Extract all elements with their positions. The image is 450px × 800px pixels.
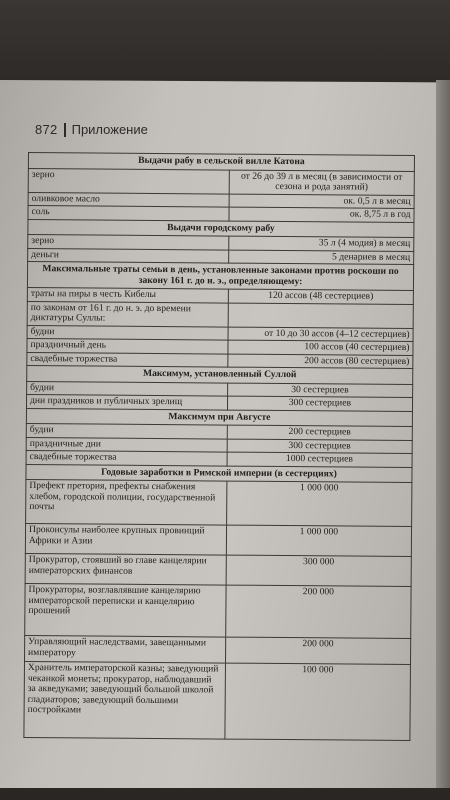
value-cell: 1000 сестерциев bbox=[227, 452, 412, 467]
item-cell: зерно bbox=[28, 168, 229, 194]
section-header-row bbox=[27, 262, 413, 291]
section-title-augustus: Максимум при Августе bbox=[26, 408, 412, 427]
item-cell: Хранитель императорской казны; заведующий чеканкой монеты; прокуратор, наблюдавший за акведуками; заведующий большой школой гладиаторов; заведующий большими постройками bbox=[24, 661, 225, 739]
value-cell: ок. 8,75 л в год bbox=[229, 207, 414, 222]
value-cell: 300 сестерциев bbox=[227, 439, 412, 454]
value-cell: 100 ассов (40 сестерциев) bbox=[228, 340, 413, 355]
value-cell: ок. 0,5 л в месяц bbox=[229, 194, 414, 209]
item-cell: Управляющий наследствами, завещанными императору bbox=[24, 635, 225, 663]
item-cell: соль bbox=[28, 206, 229, 221]
value-cell: 5 денариев в месяц bbox=[228, 250, 413, 265]
table-row bbox=[27, 301, 413, 328]
item-cell: будни bbox=[26, 423, 227, 438]
table-row bbox=[24, 635, 410, 664]
page-number: 872 bbox=[35, 122, 58, 137]
item-cell: Прокураторы, возглавлявшие канцелярию императорской переписки и канцелярию прошений bbox=[25, 583, 226, 637]
table-row bbox=[25, 523, 411, 556]
section-title-max-161: Максимальные траты семьи в день, установленные законами против роскоши по закону 161 г. до н. э., определяющему: bbox=[27, 262, 413, 291]
item-cell: Прокуратор, стоявший во главе канцелярии императорских финансов bbox=[25, 553, 226, 585]
table-row bbox=[28, 168, 414, 195]
value-cell: 200 сестерциев bbox=[227, 425, 412, 440]
value-cell: 120 ассов (48 сестерциев) bbox=[228, 289, 413, 304]
table-row bbox=[25, 553, 411, 586]
section-title-earnings: Годовые заработки в Римской империи (в сестерциях) bbox=[26, 464, 412, 483]
value-cell: от 26 до 39 л в месяц (в зависимости от сезона и рода занятий) bbox=[229, 170, 414, 195]
value-cell: 35 л (4 модия) в месяц bbox=[228, 236, 413, 251]
value-cell: 100 000 bbox=[225, 663, 411, 740]
value-cell: от 10 до 30 ассов (4–12 сестерциев) bbox=[228, 327, 413, 342]
value-cell: 200 000 bbox=[225, 637, 410, 664]
value-cell bbox=[228, 303, 413, 328]
running-head bbox=[35, 122, 148, 137]
appendix-table bbox=[23, 152, 415, 741]
item-cell: будни bbox=[27, 381, 228, 396]
section-title-sulla: Максимум, установленный Суллой bbox=[27, 365, 413, 384]
section-title-cato: Выдачи рабу в сельской вилле Катона bbox=[28, 153, 414, 172]
item-cell: оливковое масло bbox=[28, 192, 229, 207]
value-cell: 300 000 bbox=[226, 555, 412, 586]
item-cell: праздничный день bbox=[27, 338, 228, 353]
item-cell: зерно bbox=[28, 235, 229, 250]
item-cell: дни праздников и публичных зрелищ bbox=[26, 394, 227, 409]
section-title-city: Выдачи городскому рабу bbox=[28, 219, 414, 238]
item-cell: траты на пиры в честь Кибелы bbox=[27, 287, 228, 302]
background-top bbox=[0, 0, 450, 82]
value-cell: 200 ассов (80 сестерциев) bbox=[228, 354, 413, 369]
running-head-divider bbox=[64, 123, 66, 137]
item-cell: по законам от 161 г. до н. э. до времени диктатуры Суллы: bbox=[27, 301, 228, 327]
item-cell: свадебные торжества bbox=[27, 352, 228, 367]
item-cell: Проконсулы наиболее крупных провинций Африки и Азии bbox=[25, 523, 226, 555]
value-cell: 1 000 000 bbox=[226, 525, 412, 556]
background-bottom bbox=[0, 788, 450, 800]
item-cell: будни bbox=[27, 325, 228, 340]
value-cell: 200 000 bbox=[225, 585, 411, 638]
item-cell: праздничные дни bbox=[26, 437, 227, 452]
value-cell: 300 сестерциев bbox=[227, 396, 412, 411]
page-edge bbox=[436, 80, 450, 790]
value-cell: 30 сестерциев bbox=[227, 383, 412, 398]
item-cell: деньги bbox=[28, 248, 229, 263]
table-row bbox=[26, 479, 412, 526]
item-cell: свадебные торжества bbox=[26, 450, 227, 465]
table-row bbox=[25, 583, 411, 638]
value-cell: 1 000 000 bbox=[226, 481, 412, 526]
item-cell: Префект претория, префекты снабжения хлебом, городской полиции, государственной почты bbox=[26, 479, 227, 525]
table-row bbox=[24, 661, 411, 740]
section-title: Приложение bbox=[71, 122, 148, 137]
